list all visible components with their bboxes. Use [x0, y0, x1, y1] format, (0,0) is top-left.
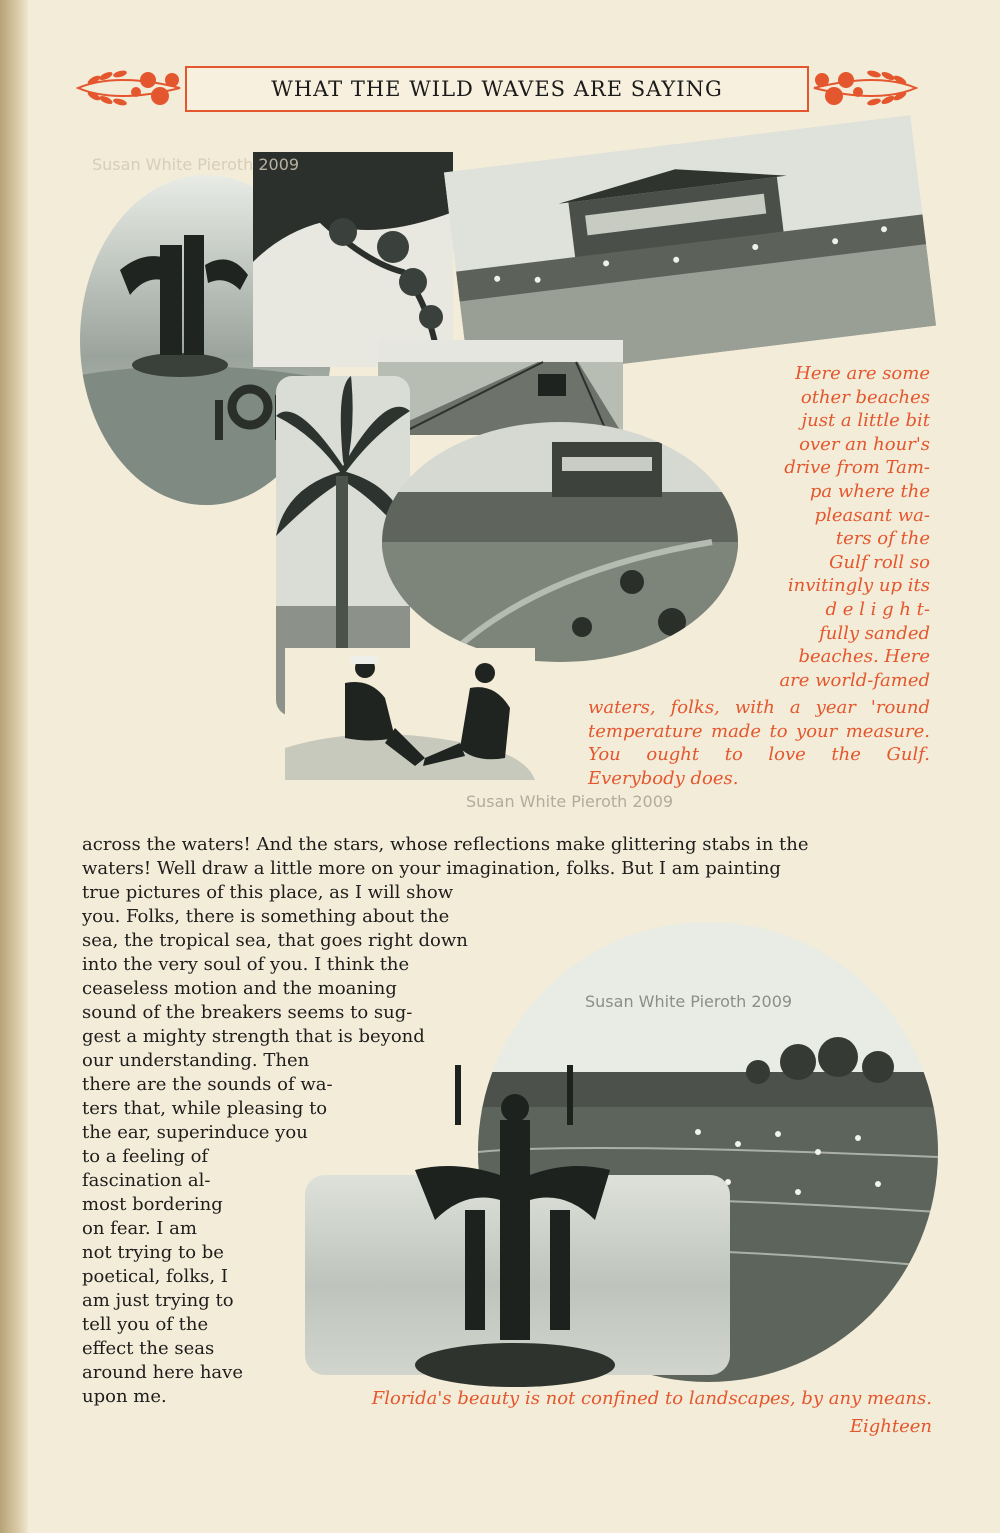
photo-pier-car: [378, 340, 623, 435]
body-line: am just trying to: [82, 1290, 234, 1311]
body-line: to a feeling of: [82, 1146, 209, 1167]
body-line: poetical, folks, I: [82, 1266, 228, 1287]
watermark: Susan White Pieroth 2009: [92, 155, 300, 174]
watermark: Susan White Pieroth 2009: [585, 992, 793, 1011]
caption-line: ters of the: [835, 528, 930, 550]
header-banner: [185, 66, 809, 112]
page-title: WHAT THE WILD WAVES ARE SAYING: [271, 77, 723, 101]
body-line: true pictures of this place, as I will show: [82, 882, 454, 903]
body-line: gest a mighty strength that is beyond: [82, 1026, 425, 1047]
watermark: Susan White Pieroth 2009: [466, 792, 674, 811]
body-line: tell you of the: [82, 1314, 209, 1335]
body-line: around here have: [82, 1362, 243, 1383]
caption-line: fully sanded: [819, 622, 930, 644]
photo-acrobat-trio-rock: [305, 1060, 745, 1390]
body-line: there are the sounds of wa-: [82, 1074, 333, 1095]
caption-line: just a little bit: [801, 410, 930, 432]
caption-line: drive from Tam-: [784, 457, 930, 479]
floral-ornament-right-icon: [810, 62, 918, 112]
page-number: Eighteen: [849, 1416, 932, 1437]
caption-line: d e l i g h t-: [825, 599, 930, 620]
body-line: fascination al-: [82, 1170, 211, 1191]
body-line: our understanding. Then: [82, 1050, 310, 1071]
body-line: not trying to be: [82, 1242, 224, 1263]
bottom-caption: Florida's beauty is not confined to landscapes, by any means.: [371, 1388, 932, 1409]
body-line: effect the seas: [82, 1338, 215, 1359]
caption-line: are world-famed: [779, 669, 930, 691]
body-line: ters that, while pleasing to: [82, 1098, 328, 1119]
caption-line: other beaches: [800, 386, 930, 408]
caption-line: beaches. Here: [798, 646, 930, 668]
body-line: upon me.: [82, 1386, 167, 1407]
floral-ornament-left-icon: [76, 62, 184, 112]
caption-line: Gulf roll so: [829, 551, 930, 573]
caption-line: pleasant wa-: [814, 504, 930, 526]
body-line: into the very soul of you. I think the: [82, 954, 410, 975]
body-line: you. Folks, there is something about the: [82, 906, 450, 927]
photo-beach-parking-oval: [382, 422, 738, 662]
body-line: most bordering: [82, 1194, 223, 1215]
body-line: on fear. I am: [82, 1218, 197, 1239]
page-edge: [0, 0, 28, 1533]
body-line: sea, the tropical sea, that goes right down: [82, 930, 468, 951]
top-caption-continuation: waters, folks, with a year 'round temperature made to your measure. You ought to love the Gulf. Everybody does.: [588, 697, 930, 789]
body-line: the ear, superinduce you: [82, 1122, 308, 1143]
caption-line: invitingly up its: [787, 575, 930, 597]
photo-tree-silhouette: [253, 152, 453, 367]
body-line: waters! Well draw a little more on your imagination, folks. But I am painting: [82, 858, 781, 879]
body-line: across the waters! And the stars, whose reflections make glittering stabs in the: [82, 834, 809, 855]
body-line: ceaseless motion and the moaning: [82, 978, 397, 999]
caption-line: pa where the: [809, 481, 930, 502]
caption-line: Here are some: [795, 363, 930, 384]
caption-line: over an hour's: [799, 433, 930, 455]
photo-seated-bathers: [285, 648, 535, 780]
body-line: sound of the breakers seems to sug-: [82, 1002, 413, 1023]
